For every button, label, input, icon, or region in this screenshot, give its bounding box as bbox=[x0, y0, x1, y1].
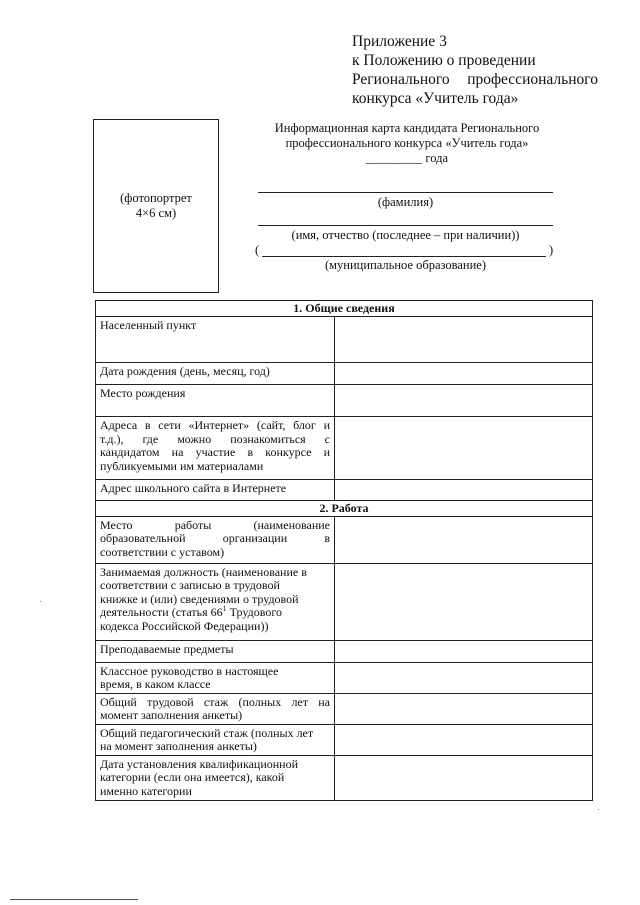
scan-speck bbox=[40, 601, 41, 602]
appendix-note bbox=[352, 32, 598, 108]
surname-caption: (фамилия) bbox=[377, 195, 434, 209]
card-title-line-1: Информационная карта кандидата Регионального bbox=[274, 121, 540, 135]
municipality-line bbox=[262, 256, 546, 257]
value-school-site[interactable] bbox=[335, 480, 593, 501]
appendix-line-3-right: профессионального bbox=[467, 71, 598, 88]
section-general-header: 1. Общие сведения bbox=[96, 301, 593, 317]
value-pedagogical-experience[interactable] bbox=[335, 724, 593, 755]
appendix-line-1: Приложение 3 bbox=[352, 33, 447, 50]
surname-line bbox=[258, 192, 553, 193]
year-blank: _________ bbox=[366, 151, 423, 165]
value-class-teacher[interactable] bbox=[335, 662, 593, 693]
label-settlement: Населенный пункт bbox=[96, 317, 335, 363]
photo-caption-1: (фотопортрет bbox=[120, 191, 192, 205]
label-birthplace: Место рождения bbox=[96, 385, 335, 417]
year-word: года bbox=[425, 151, 448, 165]
value-position[interactable] bbox=[335, 563, 593, 640]
card-title-line-2: профессионального конкурса «Учитель года» bbox=[285, 136, 529, 150]
paren-close: ) bbox=[549, 243, 554, 257]
value-internet[interactable] bbox=[335, 417, 593, 480]
info-table bbox=[95, 300, 593, 801]
value-total-experience[interactable] bbox=[335, 693, 593, 724]
label-birthdate: Дата рождения (день, месяц, год) bbox=[96, 363, 335, 385]
label-internet: Адреса в сети «Интернет» (сайт, блог и т.д.), где можно познакомиться с кандидатом на участие в конкурсе и публикуемыми им материалами bbox=[96, 417, 335, 480]
card-title bbox=[252, 121, 562, 166]
label-position: Занимаемая должность (наименование в соответствии с записью в трудовой книжке и (или) сведениями о трудовой деятельности (статья $66^1$ Трудового кодекса Российской Федерации)) bbox=[96, 563, 335, 640]
label-workplace: Место работы (наименование образовательной организации в соответствии с уставом) bbox=[96, 516, 335, 563]
value-workplace[interactable] bbox=[335, 516, 593, 563]
label-total-experience: Общий трудовой стаж (полных лет на момент заполнения анкеты) bbox=[96, 693, 335, 724]
value-subjects[interactable] bbox=[335, 640, 593, 662]
footer-rule bbox=[10, 899, 138, 900]
name-caption: (имя, отчество (последнее – при наличии)) bbox=[291, 228, 520, 242]
value-qualification[interactable] bbox=[335, 755, 593, 800]
value-birthplace[interactable] bbox=[335, 385, 593, 417]
photo-placeholder bbox=[93, 119, 219, 293]
appendix-line-4: конкурса «Учитель года» bbox=[352, 90, 519, 107]
appendix-line-3-left: Регионального bbox=[352, 71, 450, 88]
label-subjects: Преподаваемые предметы bbox=[96, 640, 335, 662]
value-settlement[interactable] bbox=[335, 317, 593, 363]
label-school-site: Адрес школьного сайта в Интернете bbox=[96, 480, 335, 501]
name-line bbox=[258, 225, 553, 226]
appendix-line-3 bbox=[352, 70, 598, 89]
value-birthdate[interactable] bbox=[335, 363, 593, 385]
label-class-teacher: Классное руководство в настоящее время, в каком классе bbox=[96, 662, 335, 693]
label-pedagogical-experience: Общий педагогический стаж (полных лет на момент заполнения анкеты) bbox=[96, 724, 335, 755]
municipality-caption: (муниципальное образование) bbox=[324, 258, 487, 272]
section-work-header: 2. Работа bbox=[96, 501, 593, 517]
paren-open: ( bbox=[255, 243, 260, 257]
photo-caption-2: 4×6 см) bbox=[135, 206, 177, 220]
scan-speck bbox=[598, 809, 599, 810]
card-title-year bbox=[252, 151, 562, 166]
label-qualification: Дата установления квалификационной категории (если она имеется), какой именно категории bbox=[96, 755, 335, 800]
appendix-line-2: к Положению о проведении bbox=[352, 52, 536, 69]
